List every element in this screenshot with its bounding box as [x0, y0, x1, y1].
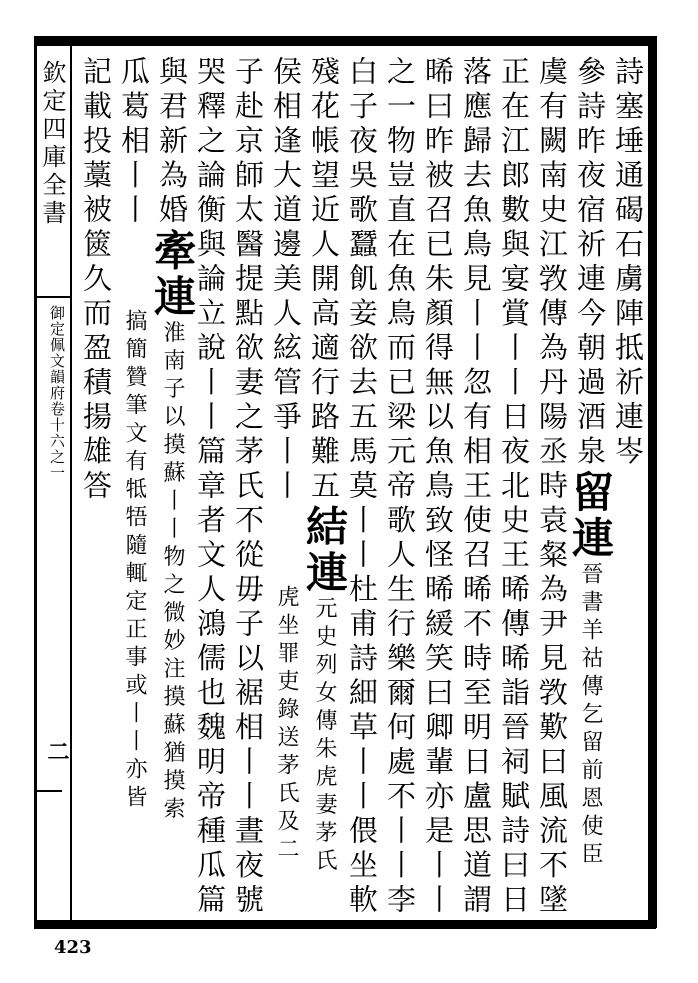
column-text: 哭釋之論衡與論立說丨丨篇章者文人鴻儒也魏明帝種瓜篇: [193, 56, 227, 919]
column-text: 虞有闕南史江敩傳為丹陽丞時袁粲為尹見敩歎曰風流不墜: [535, 56, 569, 919]
headword: 連: [148, 274, 197, 321]
text-column-11: [228, 56, 268, 918]
text-column-8: [342, 56, 382, 918]
text-column-15: [76, 56, 116, 918]
text-column-10: [266, 56, 306, 918]
column-text: 白子夜吳歌蠶飢妾欲去五馬莫丨丨杜甫詩細草丨丨偎坐軟: [345, 56, 379, 919]
margin-divider: [70, 46, 72, 920]
text-column-7: [380, 56, 420, 918]
column-text: 正在江郎數與宴賞丨丨日夜北史王晞傳晞詣晉祠賦詩曰日: [497, 56, 531, 919]
frame-bottom-border: [34, 920, 656, 929]
column-text: 落應歸去魚鳥見丨丨忽有相王使召晞不時至明日盧思道謂: [459, 56, 493, 919]
column-text: 之一物豈直在魚鳥而已梁元帝歌人生行樂爾何處不丨丨李: [383, 56, 417, 919]
margin-fish-tail: [34, 296, 70, 298]
column-text: 與君新為婚: [155, 56, 189, 229]
column-text: 詩塞埵通碣石虜陣抵祈連岑: [611, 56, 645, 470]
text-column-14: [114, 56, 154, 918]
column-note: 搞簡贊筆文有牴牾隨輒定正事或丨丨亦皆: [122, 308, 147, 813]
page-number: 二: [44, 740, 70, 762]
column-note: 元史列女傳朱虎妻茅氏: [312, 596, 337, 877]
text-column-3: [532, 56, 572, 918]
frame-right-border: [648, 36, 657, 928]
headword: 連: [566, 516, 615, 562]
column-note: 虎坐罪吏錄送茅氏及二: [274, 584, 299, 865]
column-text: 殘花帳望近人開高適行路難五: [307, 56, 341, 505]
column-text: 子赴京師太醫提點欲妻之茅氏不從毋子以裾相丨丨晝夜號: [231, 56, 265, 919]
column-text: 記載投藁被篋久而盈積揚雄答: [79, 56, 113, 505]
headword: 留: [566, 470, 615, 516]
text-column-5: [456, 56, 496, 918]
page-number-rule: [34, 790, 62, 792]
headword: 牽: [148, 228, 197, 275]
text-column-13: [148, 56, 197, 918]
page-footer: 423: [54, 937, 92, 958]
headword: 連: [300, 550, 349, 597]
column-text: 參詩昨夜宿祈連今朝過酒泉: [573, 56, 607, 470]
text-column-4: [494, 56, 534, 918]
text-column-2: [566, 56, 615, 918]
text-column-6: [418, 56, 458, 918]
column-text: 侯相逢大道邊美人絃管爭丨丨: [269, 56, 303, 505]
column-text: 晞曰昨被召已朱顏得無以魚鳥致怪晞緩笑曰卿輩亦是丨丨: [421, 56, 455, 919]
column-text: 瓜葛相丨丨: [117, 56, 151, 229]
headword: 結: [300, 504, 349, 551]
volume-label: 御定佩文韻府卷十六之一: [48, 305, 66, 481]
text-column-12: [190, 56, 230, 918]
frame-top-border: [34, 36, 656, 46]
column-note: 晉書羊祜傳乞留前恩使臣: [578, 562, 603, 870]
column-note: 淮南子以摸蘇丨丨物之微妙注摸蘇猶摸索: [160, 320, 185, 825]
text-column-9: [300, 56, 349, 918]
book-title: 欽定四庫全書: [38, 60, 66, 228]
